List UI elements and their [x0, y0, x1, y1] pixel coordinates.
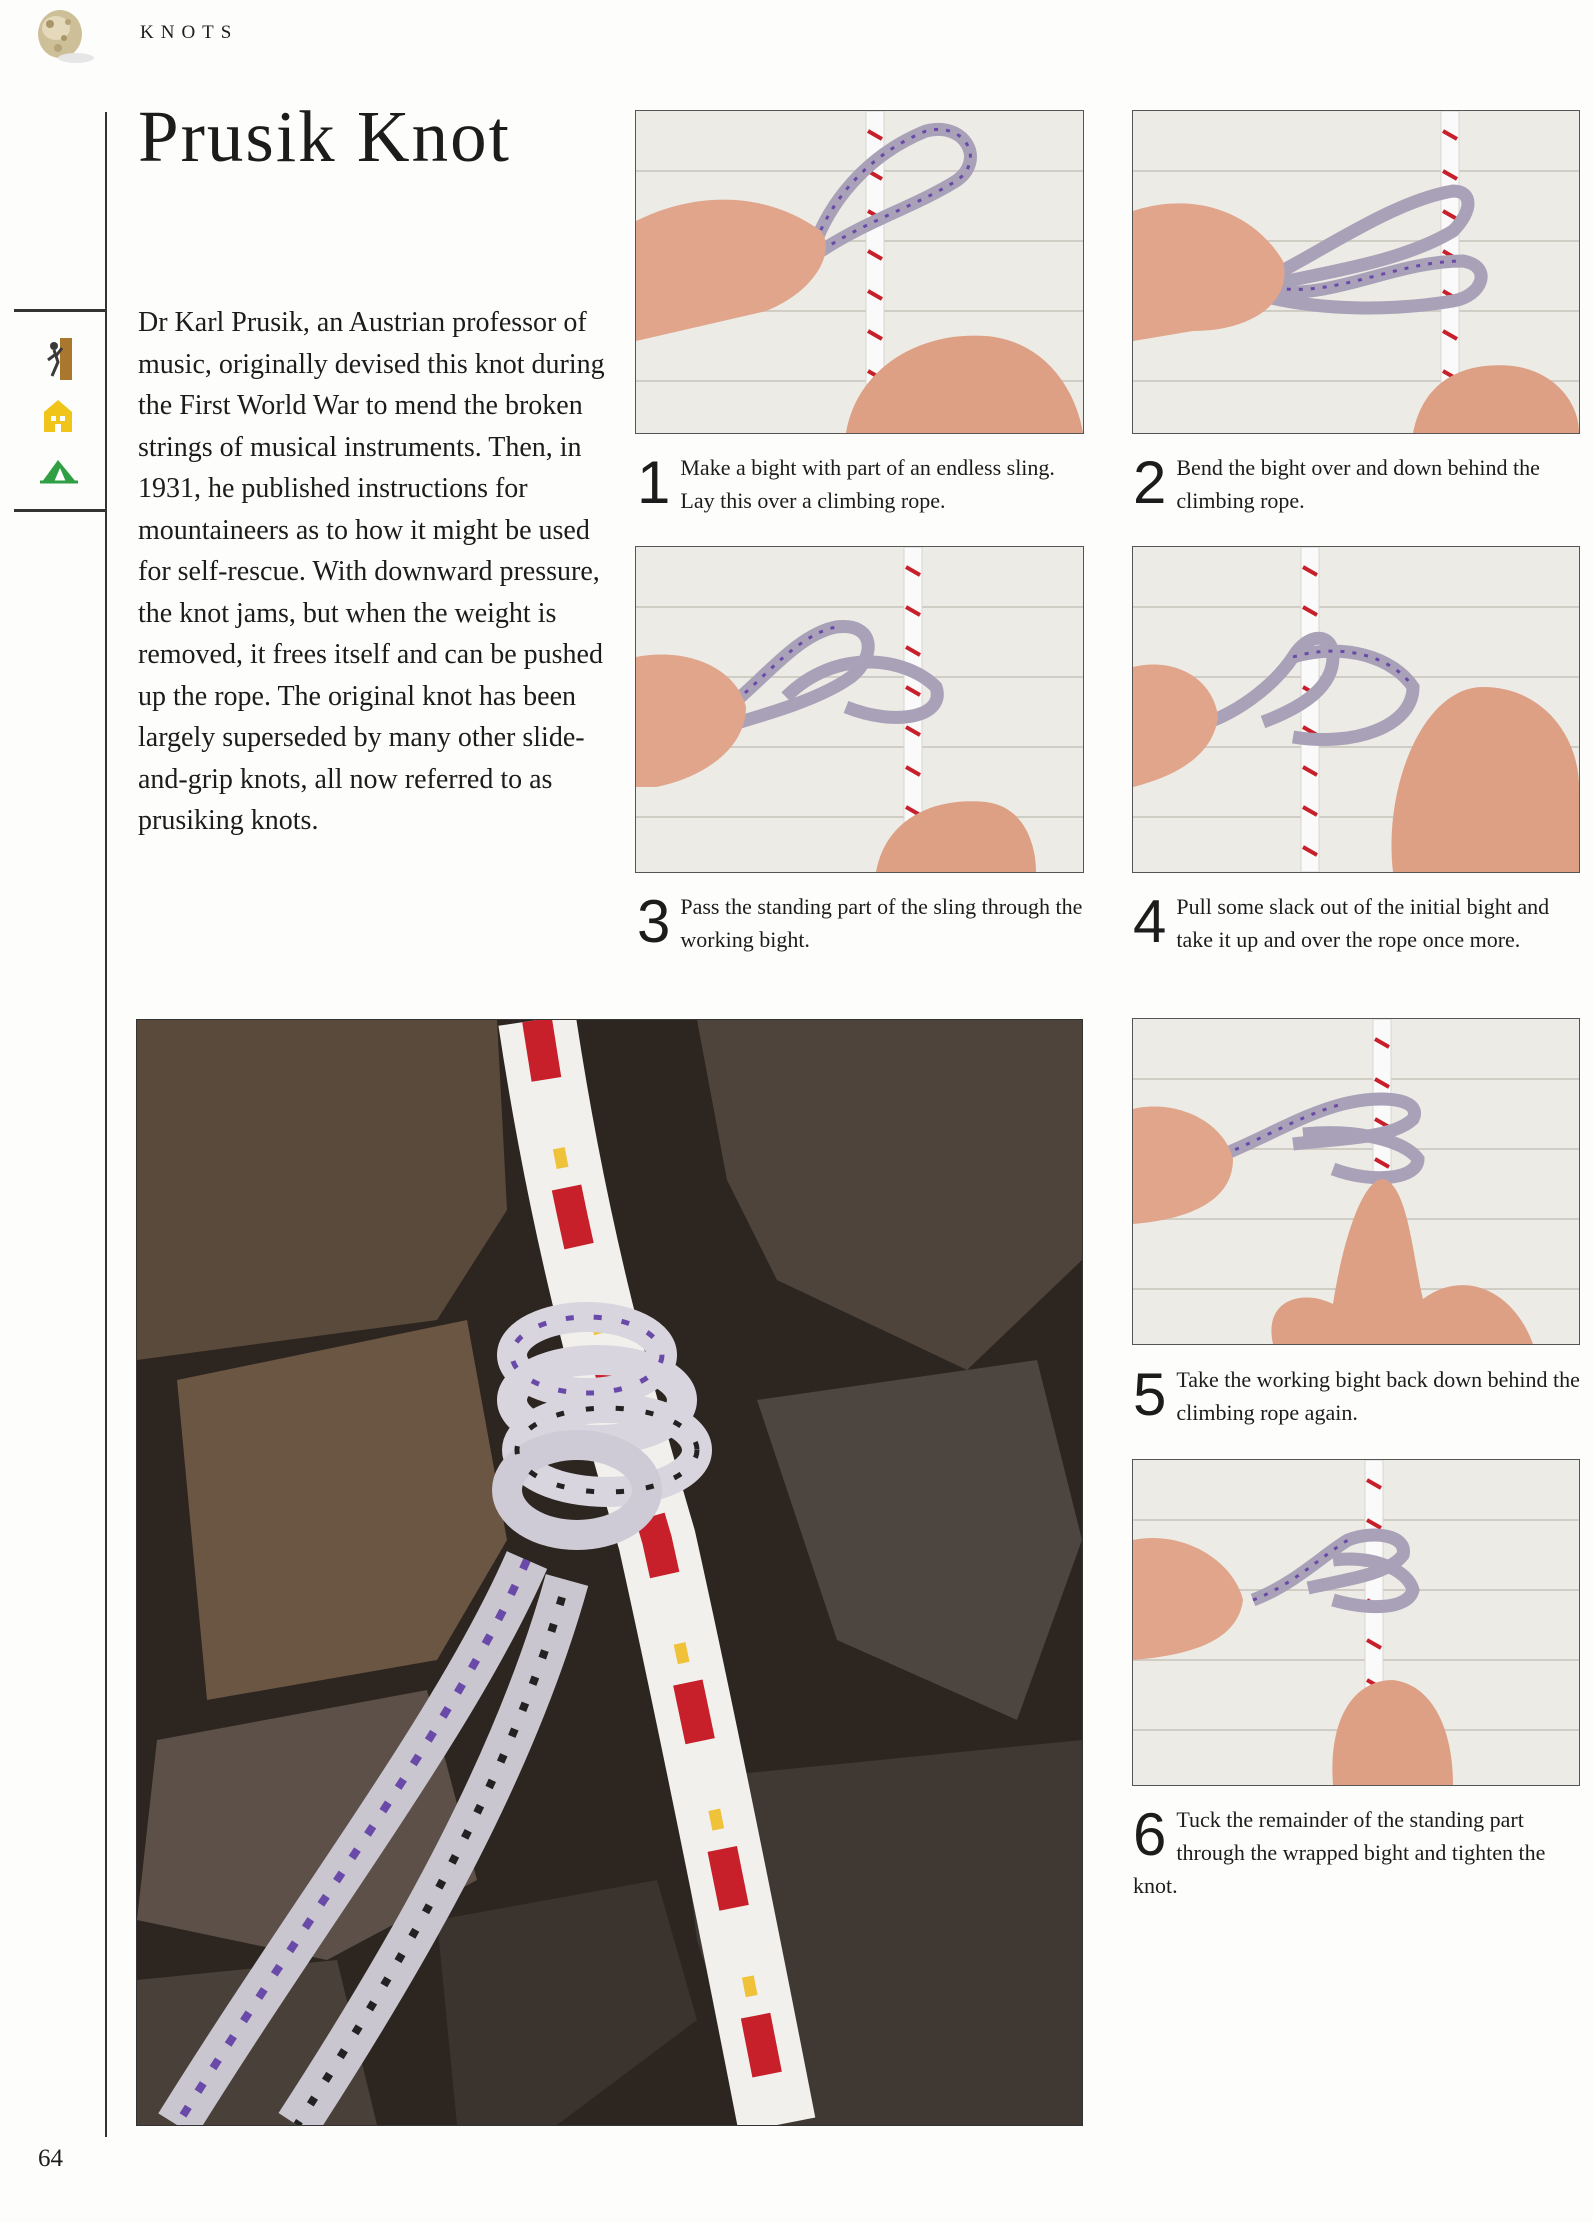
page-number: 64 — [38, 2145, 63, 2172]
step-3-photo — [635, 546, 1084, 873]
step-number: 4 — [1133, 888, 1167, 955]
step-6-photo — [1132, 1459, 1580, 1786]
intro-paragraph: Dr Karl Prusik, an Austrian professor of music, originally devised this knot during the First World War to mend the broken strings of musical instruments. Then, in 1931, he published instructions for mountaineers as to how it might be used for self-rescue. With downward pressure, the knot jams, but when the weight is removed, it frees itself and can be pushed up the rope. The original knot has been largely superseded by many other slide-and-grip knots, all now referred to as prusiking knots. — [138, 307, 605, 836]
step-number: 2 — [1133, 449, 1167, 516]
shell-logo-icon — [26, 4, 98, 66]
step-3-caption — [637, 890, 1092, 956]
icon-rule-bottom — [14, 509, 106, 512]
step-text: Make a bight with part of an endless sling. Lay this over a climbing rope. — [680, 455, 1055, 513]
step-5-photo — [1132, 1018, 1580, 1345]
section-label: KNOTS — [140, 22, 239, 43]
step-text: Pull some slack out of the initial bight and take it up and over the rope once more. — [1176, 894, 1550, 952]
step-4-photo — [1132, 546, 1580, 873]
step-number: 3 — [637, 888, 671, 955]
step-number: 6 — [1133, 1801, 1167, 1868]
step-number: 1 — [637, 449, 671, 516]
page-title: Prusik Knot — [138, 96, 511, 177]
house-icon — [42, 398, 74, 434]
step-2-photo — [1132, 110, 1580, 434]
step-6-caption — [1133, 1803, 1588, 1902]
icon-rule-top — [14, 309, 106, 312]
step-1-photo — [635, 110, 1084, 434]
climber-icon — [44, 338, 74, 380]
step-2-caption — [1133, 451, 1588, 517]
prusik-knot-photo — [136, 1019, 1083, 2126]
step-number: 5 — [1133, 1361, 1167, 1428]
tent-icon — [38, 456, 80, 484]
step-text: Tuck the remainder of the standing part through the wrapped bight and tighten the knot. — [1133, 1807, 1546, 1898]
step-text: Take the working bight back down behind the climbing rope again. — [1176, 1367, 1580, 1425]
step-text: Pass the standing part of the sling through the working bight. — [680, 894, 1083, 952]
step-5-caption — [1133, 1363, 1588, 1429]
step-1-caption — [637, 451, 1092, 517]
margin-rule — [105, 112, 107, 2137]
step-text: Bend the bight over and down behind the climbing rope. — [1176, 455, 1540, 513]
step-4-caption — [1133, 890, 1588, 956]
